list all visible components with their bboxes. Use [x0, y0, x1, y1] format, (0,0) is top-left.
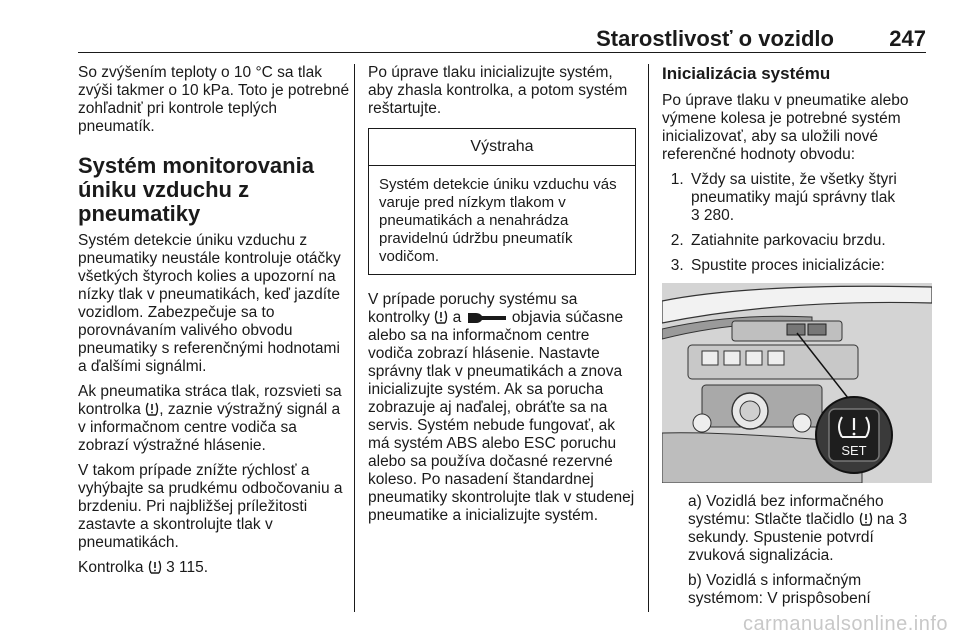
sub-item-a	[662, 493, 932, 565]
page-header	[78, 26, 926, 52]
tire-pressure-warning-icon	[145, 401, 159, 417]
sub-item-a-text-2: na 3 sekundy. Spustenie potvrdí zvuková signalizácia.	[688, 511, 908, 564]
dashboard-illustration	[662, 283, 932, 483]
intro-paragraph: Po úprave tlaku inicializujte systém, aby zhasla kontrolka, a potom systém reštartujte.	[368, 64, 628, 117]
column-3	[662, 64, 932, 615]
intro-paragraph: So zvýšením teploty o 10 °C sa tlak zvýši takmer o 10 kPa. Toto je potrebné zohľadniť pri kontrole teplých pneumatík.	[78, 64, 350, 135]
step-item: 2. Zatiahnite parkovaciu brzdu.	[688, 232, 932, 250]
page-reference-link[interactable]: 3 115.	[166, 559, 209, 576]
subsection-heading: Inicializácia systému	[662, 64, 831, 83]
step-1-text: Vždy sa uistite, že všetky štyri pneumatiky majú správny tlak	[691, 171, 897, 206]
section-title: Systém monitorovania úniku vzduchu z pneumatiky	[78, 153, 314, 226]
column-divider	[648, 64, 649, 612]
warning-title: Výstraha	[369, 129, 635, 166]
intro-paragraph: Po úprave tlaku v pneumatike alebo výmene kolesa je potrebné systém inicializovať, aby sa uložili nové referenčné hodnoty obvodu:	[662, 92, 909, 163]
step-item: 3. Spustite proces inicializácie:	[688, 257, 932, 275]
dashboard-drawing	[662, 283, 932, 483]
column-divider	[354, 64, 355, 612]
warning-box	[368, 128, 636, 275]
watermark-text: carmanualsonline.info	[742, 613, 948, 635]
paragraph-2-text-a: Ak pneumatika stráca tlak, rozsvieti sa kontrolka	[78, 383, 342, 418]
paragraph-2-text-b: , zaznie výstražný signál a v informačnom centre vodiča sa zobrazí výstražné hlásenie.	[78, 401, 341, 454]
header-title: Starostlivosť o vozidlo	[596, 26, 834, 51]
header-rule	[78, 52, 926, 53]
key-icon	[466, 310, 508, 324]
sub-item-b: b) Vozidlá s informačným systémom: V prispôsobení	[688, 572, 871, 607]
page-number: 247	[889, 26, 926, 51]
paragraph-4	[78, 559, 350, 577]
tire-pressure-warning-icon	[434, 309, 448, 325]
malfunction-paragraph	[368, 291, 636, 525]
column-1	[78, 64, 350, 584]
step-item	[688, 171, 932, 225]
steps-list	[662, 171, 932, 275]
paragraph-4-text-a: Kontrolka	[78, 559, 144, 576]
malfunction-text-a: V prípade poruchy systému sa kontrolky	[368, 291, 578, 326]
paragraph-3: V takom prípade znížte rýchlosť a vyhýbajte sa prudkému odbočovaniu a brzdeniu. Pri najbližšej príležitosti zastavte a skontrolujte tlak v pneumatikách.	[78, 462, 343, 551]
malfunction-text-c: objavia súčasne alebo sa na informačnom centre vodiča zobrazí hlásenie. Nastavte správny tlak v pneumatikách a znova inicializujte systém. Ak sa porucha zobrazuje aj naďalej, obráťte sa na servis. Systém nebude fungovať, ak má systém ABS alebo ESC poruchu alebo sa používa dočasné rezervné koleso. Po nasadení štandardnej pneumatiky skontrolujte tlak v studenej pneumatike a inicializujte systém.	[368, 309, 635, 524]
malfunction-text-b: a	[452, 309, 462, 326]
paragraph-1: Systém detekcie úniku vzduchu z pneumatiky neustále kontroluje otáčky všetkých štyroch kolies a upozorní na nízky tlak v pneumatikách, keď jazdíte vozidlom. Zabezpečuje sa to porovnávaním valivého obvodu pneumatiky s referenčnými hodnotami a ďalšími signálmi.	[78, 232, 341, 375]
sub-item-a-text-1: a) Vozidlá bez informačného systému: Stlačte tlačidlo	[688, 493, 884, 528]
tire-pressure-warning-icon	[148, 559, 162, 575]
warning-body: Systém detekcie úniku vzduchu vás varuje pred nízkym tlakom v pneumatikách a nenahrádza pravidelnú údržbu pneumatík vodičom.	[379, 176, 617, 265]
tire-pressure-warning-icon	[859, 511, 873, 527]
paragraph-2	[78, 383, 350, 455]
step-1-reference-link[interactable]: 3 280.	[691, 207, 735, 224]
set-button-label: SET	[841, 443, 867, 458]
column-2	[368, 64, 636, 532]
